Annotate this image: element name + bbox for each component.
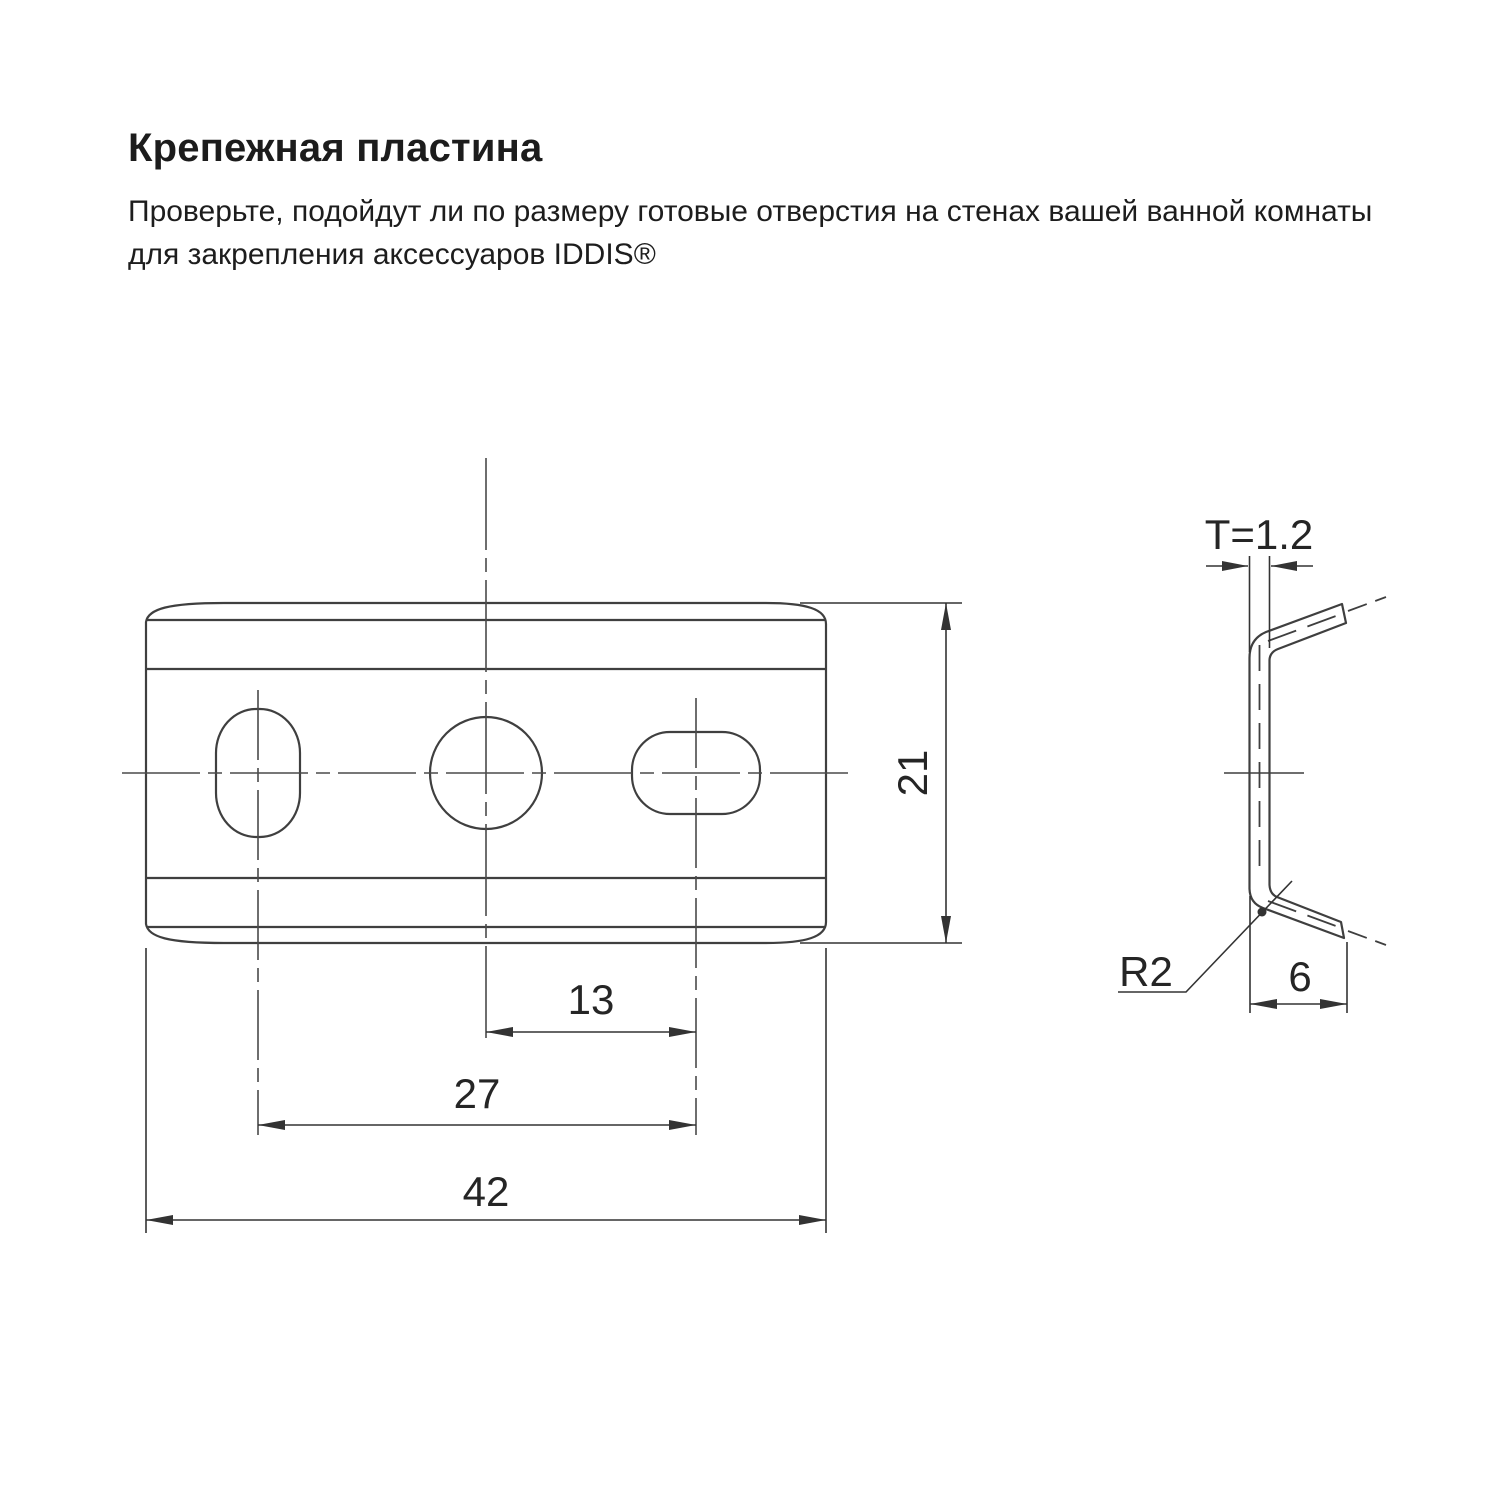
dim-thickness — [1206, 556, 1313, 652]
page-title: Крепежная пластина — [128, 126, 543, 170]
dim-t-arrow-right — [1271, 561, 1297, 571]
dim-27-arrow-right — [669, 1120, 696, 1130]
page-description: Проверьте, подойдут ли по размеру готовые отверстия на стенах вашей ванной комнаты для закрепления аксессуаров IDDIS® — [128, 195, 1373, 271]
r2-leader-dot — [1258, 908, 1267, 917]
dim-6-arrow-right — [1320, 999, 1347, 1009]
profile-top-continuation — [1348, 597, 1386, 611]
dim-outer-hole-spacing — [258, 1120, 696, 1130]
dim-thickness-label: T=1.2 — [1204, 511, 1314, 558]
dim-13-arrow-left — [486, 1027, 513, 1037]
dim-21-label: 21 — [889, 749, 937, 797]
dim-27-label: 27 — [453, 1070, 501, 1117]
dim-42-label: 42 — [462, 1168, 510, 1215]
dim-13-arrow-right — [669, 1027, 696, 1037]
profile-bottom-continuation — [1348, 931, 1386, 945]
dim-t-arrow-left — [1222, 561, 1248, 571]
side-view — [1224, 597, 1386, 945]
dim-42-arrow-left — [146, 1215, 173, 1225]
dim-27-arrow-left — [258, 1120, 285, 1130]
dim-21-arrow-top — [941, 603, 951, 630]
dim-r2-label: R2 — [1119, 948, 1173, 995]
dim-21-arrow-bottom — [941, 916, 951, 943]
dim-6-label: 6 — [1288, 953, 1312, 1000]
dim-13-label: 13 — [567, 976, 615, 1023]
profile-outline — [1250, 604, 1347, 938]
dim-inner-hole-spacing — [486, 1027, 696, 1037]
dim-6-arrow-left — [1250, 999, 1277, 1009]
centerlines — [122, 458, 855, 1135]
dim-42-arrow-right — [799, 1215, 826, 1225]
